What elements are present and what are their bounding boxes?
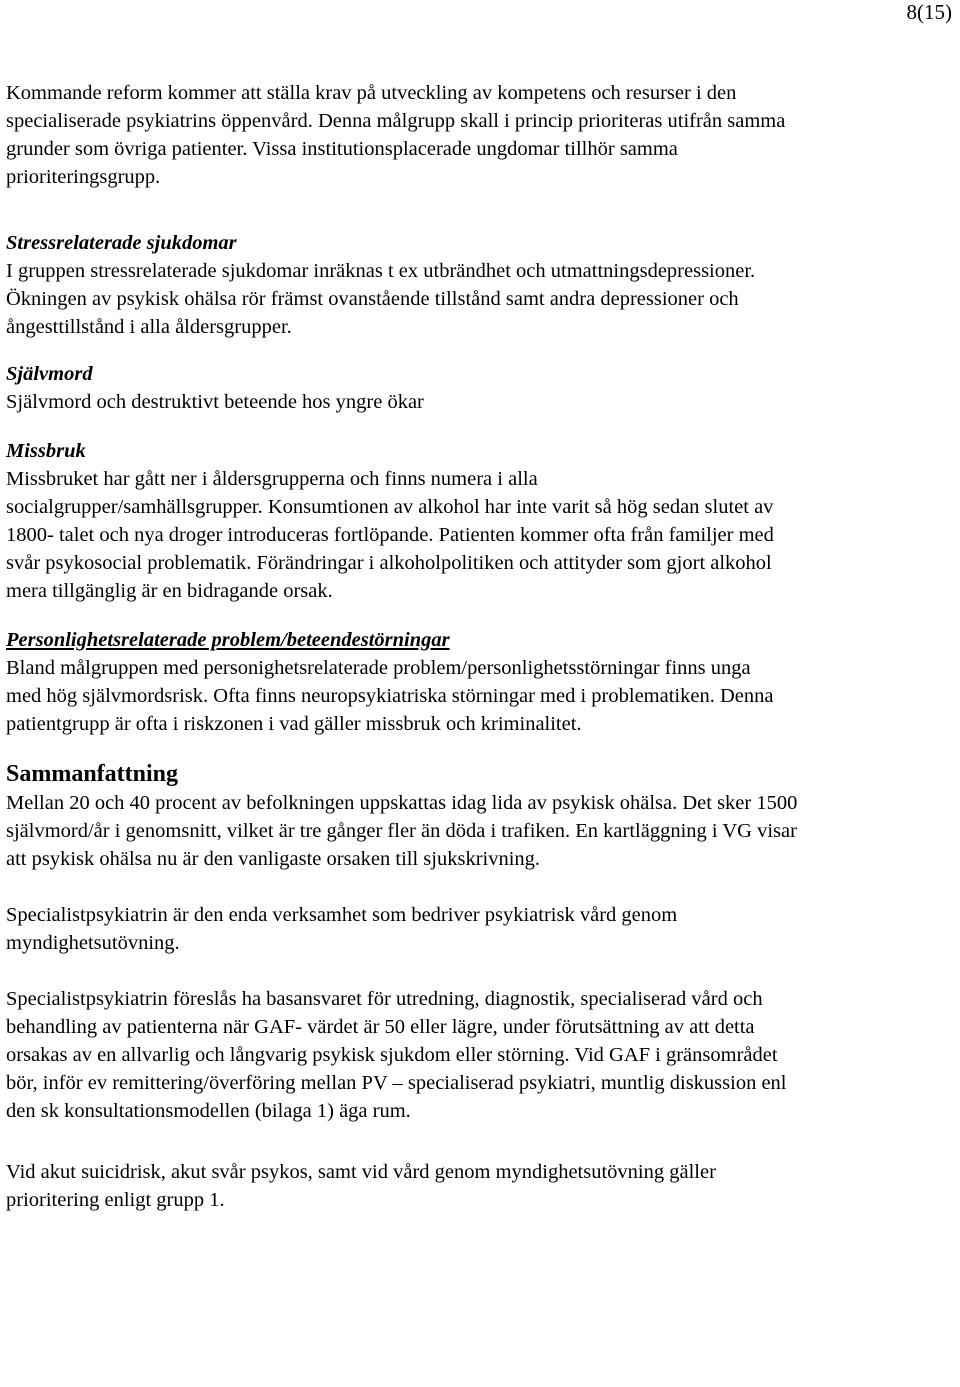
section-heading-abuse: Missbruk (6, 440, 86, 462)
spacer (6, 873, 951, 901)
summary-heading: Sammanfattning (6, 761, 179, 787)
section-body-stress: I gruppen stressrelaterade sjukdomar inräknas t ex utbrändhet och utmattningsdepressioner. Ökningen av psykisk ohälsa rör främst ovanstående tillstånd samt andra depressioner och ångesttillstånd i alla åldersgrupper. (6, 260, 756, 338)
spacer (6, 1125, 951, 1158)
spacer (6, 957, 951, 985)
summary-paragraph-1: Mellan 20 och 40 procent av befolkningen uppskattas idag lida av psykisk ohälsa. Det sker 1500 självmord/år i genomsnitt, vilket är tre gånger fler än döda i trafiken. En kartläggning i VG visar att psykisk ohälsa nu är den vanligaste orsaken till sjukskrivning. (6, 792, 798, 870)
section-body-abuse: Missbruket har gått ner i åldersgrupperna och finns numera i alla socialgrupper/samhällsgrupper. Konsumtionen av alkohol har inte varit så hög sedan slutet av 1800- talet och nya droger introduceras fortlöpande. Patienten kommer ofta från familjer med svår psykosocial problematik. Förändringar i alkoholpolitiken och attityder som gjort alkohol mera tillgänglig är en bidragande orsak. (6, 468, 774, 602)
spacer (6, 738, 951, 759)
page-number: 8(15) (906, 0, 952, 24)
section-heading-stress: Stressrelaterade sjukdomar (6, 232, 237, 254)
spacer (6, 605, 951, 626)
document-body (6, 79, 951, 1214)
spacer (6, 191, 951, 229)
summary-paragraph-4: Vid akut suicidrisk, akut svår psykos, samt vid vård genom myndighetsutövning gäller prioritering enligt grupp 1. (6, 1161, 716, 1211)
intro-paragraph: Kommande reform kommer att ställa krav på utveckling av kompetens och resurser i den specialiserade psykiatrins öppenvård. Denna målgrupp skall i princip prioriteras utifrån samma grunder som övriga patienter. Vissa institutionsplacerade ungdomar tillhör samma prioriteringsgrupp. (6, 82, 786, 188)
section-body-suicide: Självmord och destruktivt beteende hos yngre ökar (6, 391, 424, 413)
section-heading-personality: Personlighetsrelaterade problem/beteendestörningar (6, 629, 450, 651)
section-heading-suicide: Självmord (6, 363, 93, 385)
summary-paragraph-3: Specialistpsykiatrin föreslås ha basansvaret för utredning, diagnostik, specialiserad vård och behandling av patienterna när GAF- värdet är 50 eller lägre, under förutsättning av att detta orsakas av en allvarlig och långvarig psykisk sjukdom eller störning. Vid GAF i gränsområdet bör, inför ev remittering/överföring mellan PV – specialiserad psykiatri, muntlig diskussion enl den sk konsultationsmodellen (bilaga 1) äga rum. (6, 988, 787, 1122)
section-body-personality: Bland målgruppen med personighetsrelaterade problem/personlighetsstörningar finns unga med hög självmordsrisk. Ofta finns neuropsykiatriska störningar med i problematiken. Denna patientgrupp är ofta i riskzonen i vad gäller missbruk och kriminalitet. (6, 657, 774, 735)
summary-paragraph-2: Specialistpsykiatrin är den enda verksamhet som bedriver psykiatrisk vård genom myndighetsutövning. (6, 904, 678, 954)
spacer (6, 341, 951, 360)
spacer (6, 416, 951, 437)
